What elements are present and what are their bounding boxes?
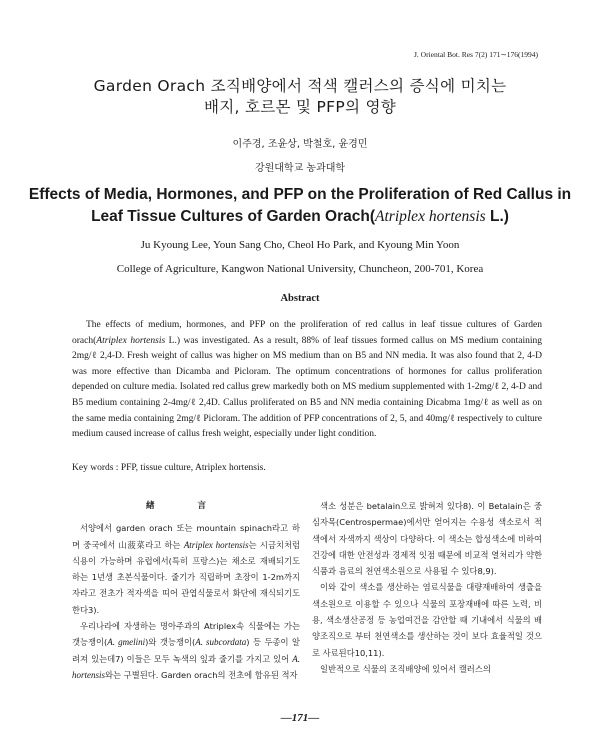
right-paragraph-2: 이와 같이 색소를 생산하는 염료식물을 대량재배하여 생출을 색소원으로 이용할 수 있으나 식물의 포장재배에 따른 노력, 비용, 색소생산공정 등 농업여건을 감안할 때 기내에서 식물의 배양조직으로 부터 천연색소를 생산하는 것이 보다 효율적일 것으로 사료된다10,11). xyxy=(312,582,542,658)
right-paragraph-1: 색소 성분은 betalain으로 밝혀져 있다8). 이 Betalain은 중심자목(Centrospermae)에서만 얻어지는 수용성 색소로서 적색에서 자색까지 색상이 다양하다. 이 색소는 합성색소에 비하여 건강에 대한 안전성과 경제적 잇점 때문에 비교적 열처리가 약한 식품과 음료의 천연색소원으로 사용될 수 있다8,9). xyxy=(312,501,542,577)
english-title-line-2 xyxy=(0,206,600,228)
left-p2-species-1: A. gmelini xyxy=(107,637,146,648)
abstract-body xyxy=(72,318,542,443)
left-p2-species-2: A. subcordata xyxy=(195,637,247,648)
right-paragraph-3: 일반적으로 식물의 조직배양에 있어서 캘러스의 xyxy=(320,663,491,674)
abstract-text-1: The effects of medium, hormones, and PFP on the proliferation of red callus in leaf tissue cultures of Garden orach( xyxy=(72,320,542,346)
left-column xyxy=(72,498,300,683)
left-p2-text-b: )와 갯능쟁이( xyxy=(145,637,196,648)
english-title-line-1: Effects of Media, Hormones, and PFP on the Proliferation of Red Callus in xyxy=(28,186,572,203)
introduction-heading: 緖 言 xyxy=(146,501,226,511)
left-p1-text-b: 는 시금치처럼 식용이 가능하며 유럽에서(특히 프랑스)는 채소로 재배되기도 하는 1년생 초본식물이다. 줄기가 직립하며 초장이 1-2m까지 자라고 전초가 적자색을 띠어 관엽식물로서 화단에 재식되기도 한다3). xyxy=(72,539,301,615)
left-paragraph-2 xyxy=(72,618,300,683)
english-title-species: Atriplex hortensis xyxy=(375,208,486,225)
left-p1-text-a: 서양에서 garden orach 또는 mountain spinach라고 하며 중국에서 山菠菜라고 하는 xyxy=(72,523,300,550)
korean-authors: 이주경, 조윤상, 박철호, 윤경민 xyxy=(232,139,368,150)
abstract-text-2: L.) was investigated. As a result, 88% of leaf tissues formed callus on MS medium containing 2mg/ℓ 2,4-D. Fresh weight of callus was higher on MS medium than on B5 and NN media. It was also found that 2, 4-D was more effective than Dicamba and Picloram. The optimum concentrations of hormones for callus proliferation depended on culture media. Isolated red callus grew markedly both on MS medium supplemented with 1-2mg/ℓ 2, 4-D and B5 medium containing 2-4mg/ℓ 2,4D. Callus proliferated on B5 and NN media containing Dicabma 1mg/ℓ as well as on the same media containing 2mg/ℓ Picloram. The addition of PFP concentrations of 2, 5, and 40mg/ℓ respectively to culture medium caused increase of callus fresh weight, especially under light condition. xyxy=(72,335,542,440)
korean-affiliation: 강원대학교 농과대학 xyxy=(254,163,346,174)
left-p1-species: Atriplex hortensis xyxy=(183,539,249,550)
left-p2-text-c: ) 등 두종이 알려져 있는데7) 이들은 모두 녹색의 잎과 줄기를 가지고 있어 xyxy=(72,637,300,664)
korean-title-line-1: Garden Orach 조직배양에서 적색 캘러스의 증식에 미치는 xyxy=(93,77,507,95)
journal-citation: J. Oriental Bot. Res 7(2) 171∼176(1994) xyxy=(414,50,538,59)
english-authors: Ju Kyoung Lee, Youn Sang Cho, Cheol Ho Park, and Kyoung Min Yoon xyxy=(140,239,460,251)
keywords: Key words : PFP, tissue culture, Atriplex hortensis. xyxy=(72,463,266,473)
english-title xyxy=(0,184,600,228)
korean-title-line-2: 배지, 호르몬 및 PFP의 영향 xyxy=(203,98,397,116)
english-title-line-2-pre: Leaf Tissue Cultures of Garden Orach( xyxy=(91,208,376,225)
left-p2-species-3: A. hortensis xyxy=(72,653,300,680)
abstract-species: Atriplex hortensis xyxy=(96,335,166,346)
abstract-heading: Abstract xyxy=(280,293,320,304)
right-column xyxy=(312,498,542,677)
english-affiliation: College of Agriculture, Kangwon National University, Chuncheon, 200-701, Korea xyxy=(116,263,484,275)
page-number: —171— xyxy=(280,712,320,724)
left-p2-text-a: 우리나라에 자생하는 명아주과의 Atriplex속 식물에는 가는갯능쟁이( xyxy=(72,621,300,648)
left-paragraph-1 xyxy=(72,520,300,618)
korean-title xyxy=(0,76,600,118)
left-p2-text-d: 와는 구별된다. Garden orach의 전초에 함유된 적자 xyxy=(105,669,298,680)
english-title-line-2-post: L.) xyxy=(485,208,509,225)
